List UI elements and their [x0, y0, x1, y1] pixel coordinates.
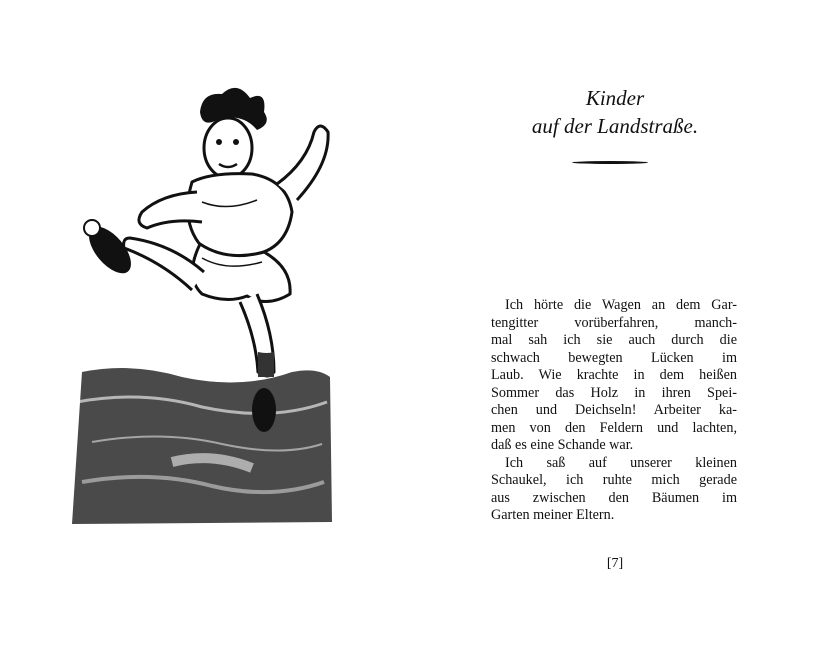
text-line: Sommer das Holz in ihren Spei- [491, 384, 737, 401]
text-line: chen und Deichseln! Arbeiter ka- [491, 402, 737, 418]
text-line: daß es eine Schande war. [491, 437, 634, 453]
chapter-title [470, 84, 760, 140]
page-number: [7] [606, 556, 624, 571]
text-line: men von den Feldern und lachten, [491, 419, 737, 436]
text-line: Schaukel, ich ruhte mich gerade [491, 472, 737, 488]
chapter-title-line-2: auf der Landstraße. [531, 114, 699, 138]
text-line: tengitter vorüberfahren, manch- [491, 314, 737, 331]
text-line: Laub. Wie krachte in dem heißen [491, 367, 737, 383]
text-line: schwach bewegten Lücken im [491, 349, 737, 366]
chapter-title-line-1: Kinder [585, 86, 645, 110]
title-ornament-rule [572, 161, 648, 164]
text-line: aus zwischen den Bäumen im [491, 489, 737, 506]
text-line: Ich saß auf unserer kleinen [505, 454, 737, 471]
text-line: Ich hörte die Wagen an dem Gar- [505, 297, 737, 313]
body-text [491, 297, 737, 525]
text-line: Garten meiner Eltern. [491, 507, 615, 523]
leaping-boy-drawing-icon [52, 72, 337, 527]
illustration-leaping-boy [52, 72, 337, 527]
text-line: mal sah ich sie auch durch die [491, 332, 737, 348]
